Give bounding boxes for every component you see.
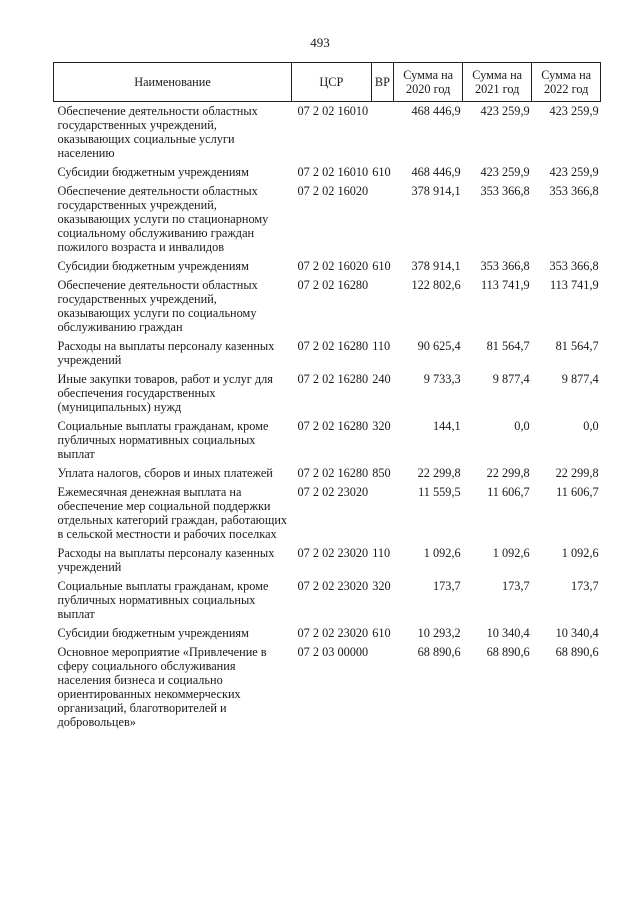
row-csr: 07 2 02 16280: [297, 419, 369, 433]
row-name: Обеспечение деятельности областных государственных учреждений, оказывающих социальные услуги населению: [57, 104, 258, 160]
row-vr: 850: [372, 466, 391, 480]
row-vr: [371, 483, 393, 544]
row-sum-2020: 1 092,6: [423, 546, 461, 560]
table-row: [54, 370, 601, 417]
row-sum-2021: 9 877,4: [492, 372, 530, 386]
row-sum-2021: 173,7: [502, 579, 530, 593]
row-sum-2020: 468 446,9: [411, 165, 461, 179]
row-sum-2020: 22 299,8: [417, 466, 461, 480]
row-sum-2022: 423 259,9: [549, 165, 599, 179]
row-sum-2022: 0,0: [583, 419, 599, 433]
row-csr: 07 2 02 16280: [297, 466, 369, 480]
row-sum-2022: 173,7: [571, 579, 599, 593]
row-csr: 07 2 02 16020: [297, 259, 369, 273]
header-sum-2022: Сумма на 2022 год: [532, 63, 601, 102]
row-sum-2022: 353 366,8: [549, 184, 599, 198]
row-sum-2021: 423 259,9: [480, 165, 530, 179]
row-sum-2022: 423 259,9: [549, 104, 599, 118]
row-sum-2021: 11 606,7: [487, 485, 530, 499]
row-vr: 610: [372, 259, 391, 273]
row-sum-2021: 10 340,4: [486, 626, 530, 640]
table-row: [54, 624, 601, 643]
row-name: Расходы на выплаты персоналу казенных учреждений: [57, 339, 275, 367]
row-csr: 07 2 02 23020: [297, 546, 369, 560]
header-sum-2021: Сумма на 2021 год: [463, 63, 532, 102]
row-sum-2020: 173,7: [433, 579, 461, 593]
row-name: Субсидии бюджетным учреждениям: [57, 626, 249, 640]
row-sum-2022: 68 890,6: [555, 645, 599, 659]
row-vr: [371, 102, 393, 164]
row-csr: 07 2 02 16280: [297, 339, 369, 353]
header-csr: ЦСР: [292, 63, 372, 102]
row-csr: 07 2 02 16020: [297, 184, 369, 198]
table-row: [54, 544, 601, 577]
row-sum-2021: 353 366,8: [480, 184, 530, 198]
row-name: Обеспечение деятельности областных государственных учреждений, оказывающих услуги по социальному обслуживанию граждан: [57, 278, 258, 334]
row-vr: 320: [372, 419, 391, 433]
budget-table: [53, 62, 601, 732]
row-sum-2020: 10 293,2: [417, 626, 461, 640]
row-vr: 610: [372, 165, 391, 179]
row-sum-2021: 113 741,9: [480, 278, 530, 292]
row-name: Субсидии бюджетным учреждениям: [57, 165, 249, 179]
row-vr: [371, 182, 393, 257]
row-vr: 610: [372, 626, 391, 640]
row-sum-2022: 81 564,7: [555, 339, 599, 353]
row-sum-2020: 68 890,6: [417, 645, 461, 659]
row-sum-2021: 423 259,9: [480, 104, 530, 118]
row-csr: 07 2 02 16280: [297, 372, 369, 386]
row-sum-2022: 11 606,7: [556, 485, 599, 499]
row-name: Иные закупки товаров, работ и услуг для обеспечения государственных (муниципальных) нужд: [57, 372, 273, 414]
row-sum-2021: 0,0: [514, 419, 530, 433]
row-vr: [371, 276, 393, 337]
row-sum-2022: 22 299,8: [555, 466, 599, 480]
row-sum-2020: 11 559,5: [418, 485, 461, 499]
row-vr: 110: [372, 339, 391, 353]
row-name: Основное мероприятие «Привлечение в сферу социального обслуживания населения бизнеса и социально ориентированных некоммерческих организаций, благотворителей и добровольцев»: [57, 645, 267, 729]
table-header-row: [54, 63, 601, 102]
row-vr: 110: [372, 546, 391, 560]
row-csr: 07 2 02 23020: [297, 579, 369, 593]
row-name: Расходы на выплаты персоналу казенных учреждений: [57, 546, 275, 574]
row-sum-2021: 353 366,8: [480, 259, 530, 273]
row-name: Обеспечение деятельности областных государственных учреждений, оказывающих услуги по стационарному социальному обслуживанию граждан пожилого возраста и инвалидов: [57, 184, 269, 254]
row-csr: 07 2 03 00000: [297, 645, 369, 659]
table-row: [54, 464, 601, 483]
row-sum-2022: 353 366,8: [549, 259, 599, 273]
row-sum-2020: 144,1: [433, 419, 461, 433]
header-vr: ВР: [371, 63, 393, 102]
table-row: [54, 483, 601, 544]
row-name: Социальные выплаты гражданам, кроме публичных нормативных социальных выплат: [57, 419, 269, 461]
row-sum-2022: 10 340,4: [555, 626, 599, 640]
row-vr: 240: [372, 372, 391, 386]
table-row: [54, 276, 601, 337]
row-sum-2022: 113 741,9: [549, 278, 599, 292]
row-sum-2021: 22 299,8: [486, 466, 530, 480]
row-vr: 320: [372, 579, 391, 593]
header-sum-2020: Сумма на 2020 год: [394, 63, 463, 102]
table-row: [54, 577, 601, 624]
table-row: [54, 337, 601, 370]
row-name: Ежемесячная денежная выплата на обеспечение мер социальной поддержки отдельных категорий граждан, работающих в сельской местности и рабочих поселках: [57, 485, 288, 541]
row-sum-2021: 81 564,7: [486, 339, 530, 353]
table-row: [54, 417, 601, 464]
row-sum-2020: 90 625,4: [417, 339, 461, 353]
row-sum-2021: 1 092,6: [492, 546, 530, 560]
row-sum-2020: 378 914,1: [411, 184, 461, 198]
row-csr: 07 2 02 16010: [297, 165, 369, 179]
row-csr: 07 2 02 16010: [297, 104, 369, 118]
table-row: [54, 257, 601, 276]
row-sum-2022: 1 092,6: [561, 546, 599, 560]
row-vr: [371, 643, 393, 732]
row-sum-2020: 468 446,9: [411, 104, 461, 118]
row-sum-2022: 9 877,4: [561, 372, 599, 386]
row-name: Уплата налогов, сборов и иных платежей: [57, 466, 273, 480]
row-sum-2021: 68 890,6: [486, 645, 530, 659]
page-number: 493: [310, 35, 330, 50]
table-row: [54, 643, 601, 732]
table-body: [54, 102, 601, 733]
table-row: [54, 102, 601, 164]
row-sum-2020: 9 733,3: [423, 372, 461, 386]
header-name: Наименование: [54, 63, 292, 102]
row-csr: 07 2 02 23020: [297, 626, 369, 640]
row-csr: 07 2 02 23020: [297, 485, 369, 499]
row-name: Субсидии бюджетным учреждениям: [57, 259, 249, 273]
table-row: [54, 182, 601, 257]
row-sum-2020: 378 914,1: [411, 259, 461, 273]
row-csr: 07 2 02 16280: [297, 278, 369, 292]
row-sum-2020: 122 802,6: [411, 278, 461, 292]
table-row: [54, 163, 601, 182]
row-name: Социальные выплаты гражданам, кроме публичных нормативных социальных выплат: [57, 579, 269, 621]
